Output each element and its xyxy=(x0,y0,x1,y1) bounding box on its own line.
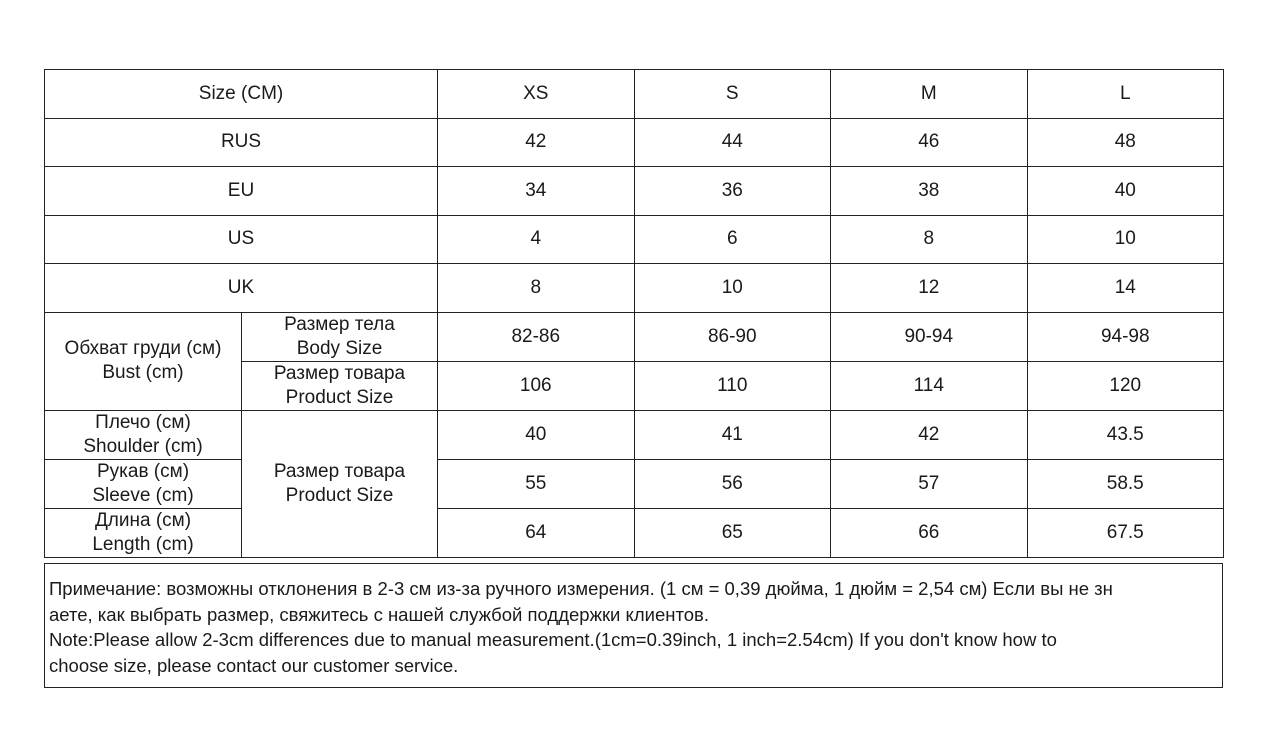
size-chart-table xyxy=(44,69,1224,558)
shoulder-label-cell xyxy=(45,410,242,459)
sub-label-en: Body Size xyxy=(296,337,383,359)
table-cell: 94-98 xyxy=(1027,312,1224,361)
sub-label-ru: Размер товара xyxy=(273,362,406,384)
product-size-label-cell xyxy=(242,410,438,557)
size-s-header: S xyxy=(634,70,831,119)
table-cell: 64 xyxy=(438,508,635,557)
table-cell: 48 xyxy=(1027,118,1224,167)
table-cell: 44 xyxy=(634,118,831,167)
sub-label-en: Product Size xyxy=(285,386,394,408)
row-label: EU xyxy=(45,167,438,216)
table-cell: 55 xyxy=(438,459,635,508)
table-cell: 90-94 xyxy=(831,312,1028,361)
table-cell: 110 xyxy=(634,361,831,410)
table-cell: 114 xyxy=(831,361,1028,410)
row-label: US xyxy=(45,215,438,264)
table-cell: 56 xyxy=(634,459,831,508)
table-cell: 8 xyxy=(831,215,1028,264)
table-row-rus xyxy=(45,118,1224,167)
table-cell: 66 xyxy=(831,508,1028,557)
sleeve-label-ru: Рукав (см) xyxy=(96,460,190,482)
table-row-sleeve xyxy=(45,459,1224,508)
bust-label-ru: Обхват груди (см) xyxy=(64,338,222,359)
sub-label-ru: Размер тела xyxy=(284,313,395,335)
table-cell: 10 xyxy=(634,264,831,313)
table-cell: 106 xyxy=(438,361,635,410)
table-cell: 34 xyxy=(438,167,635,216)
table-cell: 43.5 xyxy=(1027,410,1224,459)
measurement-note xyxy=(44,563,1223,688)
table-row-shoulder xyxy=(45,410,1224,459)
table-row-bust-body xyxy=(45,312,1224,361)
shoulder-label-ru: Плечо (см) xyxy=(95,411,191,433)
table-cell: 40 xyxy=(438,410,635,459)
sub-label-cell xyxy=(242,361,438,410)
table-cell: 14 xyxy=(1027,264,1224,313)
table-cell: 12 xyxy=(831,264,1028,313)
bust-label-en: Bust (cm) xyxy=(102,362,184,383)
table-row-eu xyxy=(45,167,1224,216)
table-row-length xyxy=(45,508,1224,557)
table-cell: 40 xyxy=(1027,167,1224,216)
table-cell: 120 xyxy=(1027,361,1224,410)
table-cell: 67.5 xyxy=(1027,508,1224,557)
bust-label-cell xyxy=(45,312,242,410)
table-cell: 82-86 xyxy=(438,312,635,361)
table-cell: 57 xyxy=(831,459,1028,508)
table-cell: 10 xyxy=(1027,215,1224,264)
note-en-line-2: choose size, please contact our customer service. xyxy=(49,654,459,676)
table-row-us xyxy=(45,215,1224,264)
table-cell: 6 xyxy=(634,215,831,264)
table-cell: 4 xyxy=(438,215,635,264)
length-label-en: Length (cm) xyxy=(92,533,194,555)
product-size-ru: Размер товара xyxy=(273,460,406,482)
sub-label-cell xyxy=(242,312,438,361)
note-en-line-1: Note:Please allow 2-3cm differences due to manual measurement.(1cm=0.39inch, 1 inch=2.54cm) If you don't know how to xyxy=(49,629,1057,650)
table-cell: 36 xyxy=(634,167,831,216)
shoulder-label-en: Shoulder (cm) xyxy=(83,435,203,457)
table-cell: 8 xyxy=(438,264,635,313)
table-cell: 41 xyxy=(634,410,831,459)
table-cell: 46 xyxy=(831,118,1028,167)
table-cell: 38 xyxy=(831,167,1028,216)
size-l-header: L xyxy=(1027,70,1224,119)
header-row xyxy=(45,70,1224,119)
note-ru-line-1: Примечание: возможны отклонения в 2-3 см из-за ручного измерения. (1 см = 0,39 дюйма, 1 дюйм = 2,54 см) Если вы не зн xyxy=(49,578,1113,599)
header-label: Size (CM) xyxy=(45,70,438,119)
product-size-en: Product Size xyxy=(285,484,394,506)
row-label: RUS xyxy=(45,118,438,167)
row-label: UK xyxy=(45,264,438,313)
length-label-cell xyxy=(45,508,242,557)
sleeve-label-en: Sleeve (cm) xyxy=(92,484,194,506)
table-cell: 42 xyxy=(438,118,635,167)
table-cell: 58.5 xyxy=(1027,459,1224,508)
sleeve-label-cell xyxy=(45,459,242,508)
table-cell: 86-90 xyxy=(634,312,831,361)
table-cell: 42 xyxy=(831,410,1028,459)
table-cell: 65 xyxy=(634,508,831,557)
size-m-header: M xyxy=(831,70,1028,119)
size-xs-header: XS xyxy=(438,70,635,119)
table-row-uk xyxy=(45,264,1224,313)
note-ru-line-2: аете, как выбрать размер, свяжитесь с нашей службой поддержки клиентов. xyxy=(49,603,709,625)
length-label-ru: Длина (см) xyxy=(94,509,192,531)
